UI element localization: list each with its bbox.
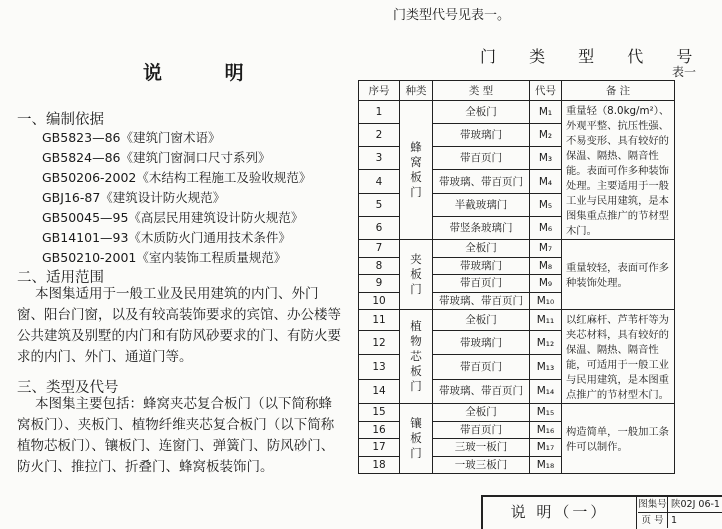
door-code: M₅ [530,193,562,216]
page-title: 说 明 [143,62,272,84]
remark-cell: 构造简单，一般加工条件可以制作。 [562,404,675,474]
door-kind-cell [400,310,433,404]
door-code: M₁₄ [530,379,562,403]
kind-char: 夹 [410,252,422,266]
row-number: 17 [359,439,400,457]
reference-item: GB50210-2001《室内装饰工程质量规范》 [42,250,287,265]
door-type: 半截玻璃门 [433,193,530,216]
top-note: 门类型代号见表一。 [393,8,511,23]
kind-char: 板 [410,364,422,378]
door-type: 全板门 [433,240,530,258]
page-number-value: 1 [671,515,678,526]
table-header-row [359,81,675,101]
door-type: 全板门 [433,101,530,124]
door-code: M₁₁ [530,310,562,331]
row-number: 11 [359,310,400,331]
door-code: M₃ [530,147,562,170]
door-code: M₈ [530,257,562,275]
drawing-title-block [481,495,722,529]
door-code: M₁₆ [530,421,562,439]
paragraph-line: 防火门、推拉门、折叠门、蜂窝板装饰门。 [17,459,274,475]
paragraph-line: 窝板门）、夹板门、植物纤维夹芯复合板门（以下简称 [17,417,335,433]
column-header: 代号 [530,81,562,101]
atlas-number-label: 图集号 [638,497,668,513]
door-kind-cell [400,240,433,310]
row-number: 6 [359,216,400,239]
kind-char: 物 [410,334,422,348]
door-code: M₄ [530,170,562,193]
paragraph-line: 窗、阳台门窗，以及有较高装饰要求的宾馆、办公楼等 [17,307,341,323]
paragraph-line: 本图集主要包括：蜂窝夹芯复合板门（以下简称蜂 [35,396,332,412]
door-code: M₇ [530,240,562,258]
row-number: 10 [359,292,400,310]
door-code: M₁₈ [530,456,562,474]
door-code: M₁₃ [530,355,562,379]
reference-item: GB50045—95《高层民用建筑设计防火规范》 [42,210,304,225]
paragraph-line: 求的内门、外门、通道门等。 [17,349,193,365]
atlas-number-value: 陕02J 06-1 [668,497,722,513]
row-number: 14 [359,379,400,403]
row-number: 2 [359,124,400,147]
door-code: M₂ [530,124,562,147]
door-type: 带竖条玻璃门 [433,216,530,239]
row-number: 9 [359,275,400,293]
door-code: M₁₇ [530,439,562,457]
column-header: 备 注 [562,81,675,101]
door-code: M₁ [530,101,562,124]
column-header: 序号 [359,81,400,101]
row-number: 15 [359,404,400,422]
paragraph-line: 本图集适用于一般工业及民用建筑的内门、外门 [35,286,319,302]
door-kind-cell [400,404,433,474]
reference-item: GB5824—86《建筑门窗洞口尺寸系列》 [42,150,271,165]
reference-item: GBJ16-87《建筑设计防火规范》 [42,190,226,205]
row-number: 13 [359,355,400,379]
door-type: 带玻璃、带百页门 [433,379,530,403]
kind-char: 门 [410,282,422,296]
door-type: 带玻璃门 [433,257,530,275]
section-heading: 三、类型及代号 [17,380,119,396]
door-type: 带百页门 [433,355,530,379]
door-code: M₁₀ [530,292,562,310]
row-number: 1 [359,101,400,124]
door-type: 带百页门 [433,275,530,293]
paragraph-line: 公共建筑及别墅的内门和有防风砂要求的门、有防火要 [17,328,341,344]
kind-char: 窝 [410,155,422,169]
door-type: 全板门 [433,404,530,422]
row-number: 12 [359,331,400,355]
row-number: 18 [359,456,400,474]
door-type: 带百页门 [433,147,530,170]
remark-cell: 以红麻杆、芦苇杆等为夹芯材料，具有较好的保温、隔热、隔音性能，可适用于一般工业与民用建筑，是本图重点推广的节材型木门。 [562,310,675,404]
section-heading: 一、编制依据 [17,112,104,128]
section-heading: 二、适用范围 [17,270,104,286]
door-code: M₉ [530,275,562,293]
row-number: 7 [359,240,400,258]
table-ref-label: 表一 [672,65,697,79]
drawing-name: 说 明（一） [483,497,637,529]
door-type: 全板门 [433,310,530,331]
paragraph-line: 植物芯板门）、镶板门、连窗门、弹簧门、防风砂门、 [17,438,335,454]
door-type: 带百页门 [433,421,530,439]
door-type: 三玻一板门 [433,439,530,457]
kind-char: 植 [410,319,422,333]
table-row [359,101,675,124]
row-number: 3 [359,147,400,170]
reference-item: GB50206-2002《木结构工程施工及验收规范》 [42,170,312,185]
table-row [359,240,675,258]
kind-char: 板 [410,431,422,445]
door-type: 一玻三板门 [433,456,530,474]
column-header: 类 型 [433,81,530,101]
table-title: 门 类 型 代 号 [480,47,707,66]
reference-item: GB5823—86《建筑门窗术语》 [42,130,221,145]
door-type: 带玻璃门 [433,124,530,147]
door-code: M₁₂ [530,331,562,355]
row-number: 5 [359,193,400,216]
kind-char: 门 [410,185,422,199]
page-number-label: 页 号 [638,513,668,528]
kind-char: 板 [410,170,422,184]
column-header: 种类 [400,81,433,101]
kind-char: 蜂 [410,140,422,154]
row-number: 16 [359,421,400,439]
row-number: 4 [359,170,400,193]
door-code: M₆ [530,216,562,239]
row-number: 8 [359,257,400,275]
door-type: 带玻璃门 [433,331,530,355]
door-type: 带玻璃、带百页门 [433,292,530,310]
kind-char: 镶 [410,416,422,430]
kind-char: 板 [410,267,422,281]
remark-cell: 重量较轻，表面可作多种装饰处理。 [562,240,675,310]
table-row [359,404,675,422]
reference-item: GB14101—93《木质防火门通用技术条件》 [42,230,291,245]
remark-cell: 重量轻（8.0kg/m²）、外观平整、抗压性强、不易变形、具有较好的保温、隔热、隔音性能。表面可作多种装饰处理。主要适用于一般工业与民用建筑，是本图集重点推广的节材型木门。 [562,101,675,240]
door-kind-cell [400,101,433,240]
door-code: M₁₅ [530,404,562,422]
kind-char: 门 [410,446,422,460]
door-type-table [358,80,675,474]
door-type: 带玻璃、带百页门 [433,170,530,193]
kind-char: 门 [410,379,422,393]
table-row [359,310,675,331]
kind-char: 芯 [410,349,422,363]
